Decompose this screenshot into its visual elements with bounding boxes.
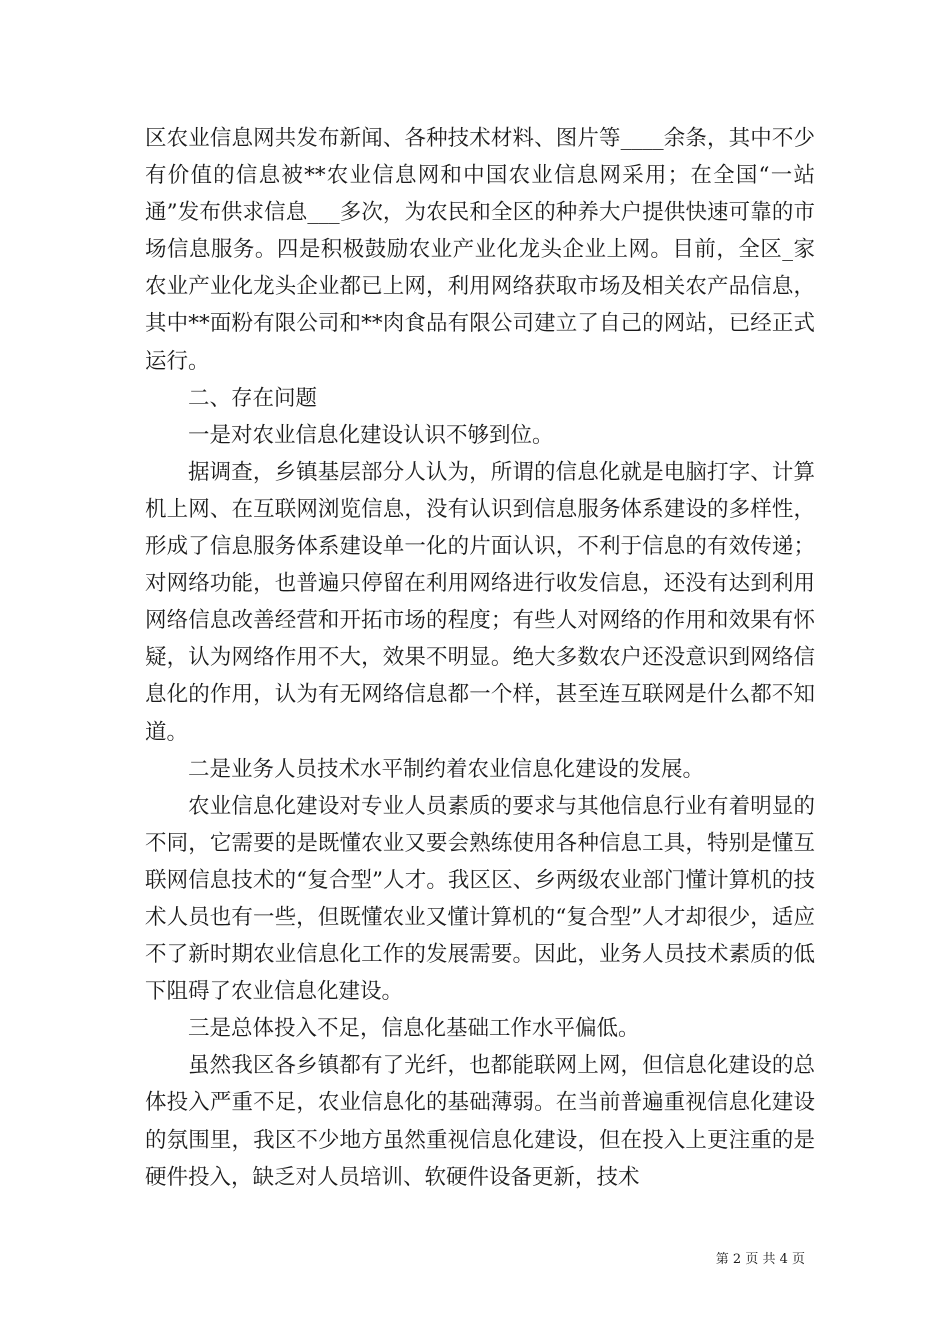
section-heading-problems: 二、存在问题 [188,385,318,411]
paragraph-1: 区农业信息网共发布新闻、各种技术材料、图片等____余条，其中不少有价值的信息被**农业信息网和中国农业信息网采用；在全国“一站通”发布供求信息___多次，为农民和全区的种养大户提供快速可靠的市场信息服务。四是积极鼓励农业产业化龙头企业上网。目前，全区_家农业产业化龙头企业都已上网，利用网络获取市场及相关农产品信息，其中**面粉有限公司和**肉食品有限公司建立了自己的网站，已经正式运行。 [145,126,815,374]
paragraph-8: 虽然我区各乡镇都有了光纤，也都能联网上网，但信息化建设的总体投入严重不足，农业信息化的基础薄弱。在当前普遍重视信息化建设的氛围里，我区不少地方虽然重视信息化建设，但在投入上更注重的是硬件投入，缺乏对人员培训、软硬件设备更新，技术 [145,1053,815,1190]
point-heading-3: 三是总体投入不足，信息化基础工作水平偏低。 [188,1016,640,1042]
point-heading-2: 二是业务人员技术水平制约着农业信息化建设的发展。 [188,756,705,782]
paragraph-6: 农业信息化建设对专业人员素质的要求与其他信息行业有着明显的不同，它需要的是既懂农业又要会熟练使用各种信息工具，特别是懂互联网信息技术的“复合型”人才。我区区、乡两级农业部门懂计算机的技术人员也有一些，但既懂农业又懂计算机的“复合型”人才却很少，适应不了新时期农业信息化工作的发展需要。因此，业务人员技术素质的低下阻碍了农业信息化建设。 [145,793,815,1005]
document-body [145,120,815,1196]
page-number-footer: 第 2 页 共 4 页 [715,1252,805,1267]
paragraph-4: 据调查，乡镇基层部分人认为，所谓的信息化就是电脑打字、计算机上网、在互联网浏览信息，没有认识到信息服务体系建设的多样性，形成了信息服务体系建设单一化的片面认识，不利于信息的有效传递；对网络功能，也普遍只停留在利用网络进行收发信息，还没有达到利用网络信息改善经营和开拓市场的程度；有些人对网络的作用和效果有怀疑，认为网络作用不大，效果不明显。绝大多数农户还没意识到网络信息化的作用，认为有无网络信息都一个样，甚至连互联网是什么都不知道。 [145,459,815,745]
point-heading-1: 一是对农业信息化建设认识不够到位。 [188,422,554,448]
